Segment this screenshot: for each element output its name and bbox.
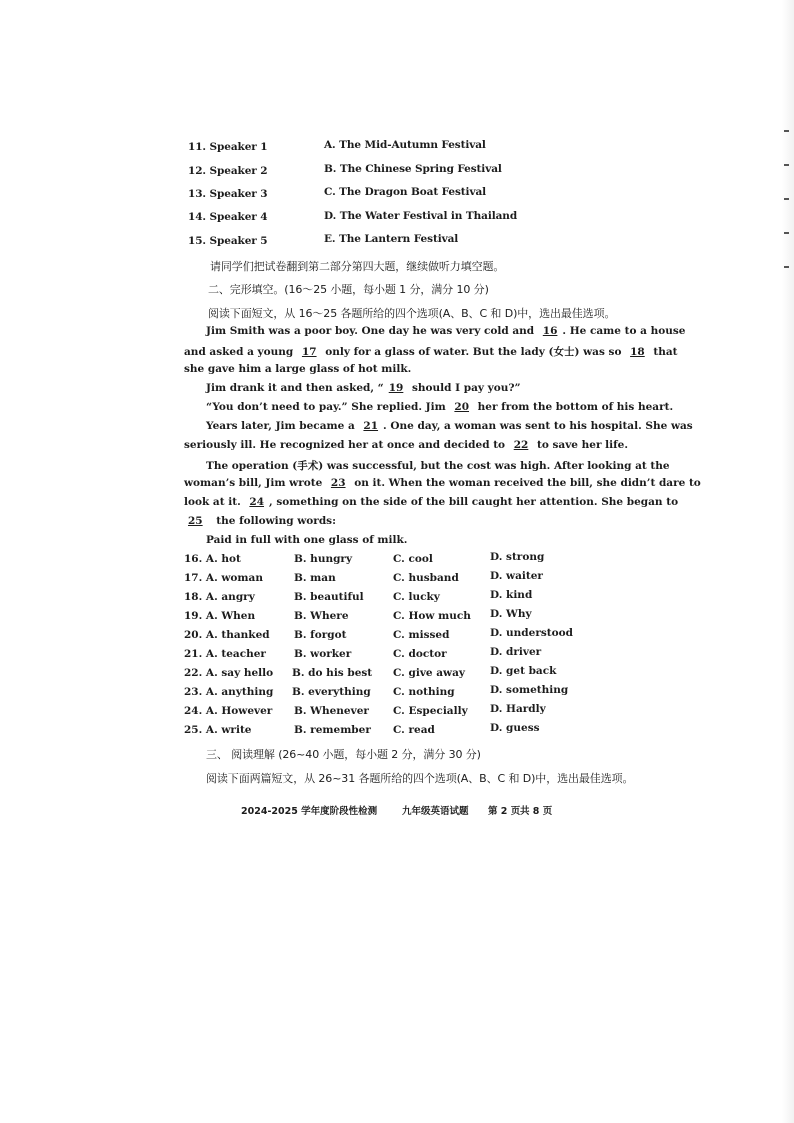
option-c[interactable]: C. nothing — [393, 686, 455, 698]
option-a[interactable]: 23. A. anything — [184, 686, 274, 698]
option-c[interactable]: C. How much — [393, 610, 471, 622]
option-a[interactable]: 16. A. hot — [184, 553, 241, 565]
blank-18[interactable]: 18 — [630, 346, 645, 358]
passage-line: 25 the following words: — [184, 515, 608, 527]
matching-answer: E. The Lantern Festival — [324, 233, 459, 245]
option-d[interactable]: D. something — [490, 684, 569, 696]
option-a[interactable]: 21. A. teacher — [184, 648, 266, 660]
option-a[interactable]: 18. A. angry — [184, 591, 255, 603]
option-b[interactable]: B. man — [294, 572, 336, 584]
footer-total: 共 8 页 — [520, 806, 553, 817]
option-b[interactable]: B. forgot — [294, 629, 347, 641]
footer-subject: 九年级英语试题 — [402, 806, 469, 817]
option-b[interactable]: B. Where — [294, 610, 349, 622]
passage-line: look at it. 24 , something on the side of the bill caught her attention. She began to — [184, 496, 679, 508]
instruction-turn-page: 请同学们把试卷翻到第二部分第四大题，继续做听力填空题。 — [210, 260, 505, 273]
passage-line: seriously ill. He recognized her at once and decided to 22 to save her life. — [184, 439, 628, 451]
option-d[interactable]: D. Hardly — [490, 703, 546, 715]
passage-line: and asked a young 17 only for a glass of water. But the lady (女士) was so 18 that — [184, 346, 678, 358]
passage-line: Jim Smith was a poor boy. One day he was very cold and 16 . He came to a house — [206, 325, 686, 337]
matching-question: 12. Speaker 2 — [188, 165, 268, 177]
passage-line: Years later, Jim became a 21 . One day, a woman was sent to his hospital. She was — [206, 420, 693, 432]
option-b[interactable]: B. do his best — [292, 667, 373, 679]
option-d[interactable]: D. get back — [490, 665, 557, 677]
footer-exam: 2024-2025 学年度阶段性检测 — [241, 806, 378, 817]
matching-answer: C. The Dragon Boat Festival — [324, 186, 487, 198]
option-a[interactable]: 24. A. However — [184, 705, 273, 717]
reading-heading: 三、 阅读理解 (26~40 小题，每小题 2 分，满分 30 分) — [206, 748, 481, 761]
matching-question: 11. Speaker 1 — [188, 141, 268, 153]
passage-line: she gave him a large glass of hot milk. — [184, 363, 412, 375]
option-c[interactable]: C. husband — [393, 572, 459, 584]
passage-line: The operation (手术) was successful, but the cost was high. After looking at the — [206, 460, 670, 472]
matching-question: 13. Speaker 3 — [188, 188, 268, 200]
option-d[interactable]: D. strong — [490, 551, 545, 563]
option-d[interactable]: D. kind — [490, 589, 533, 601]
footer-page: 第 2 页 — [488, 806, 521, 817]
reading-direction: 阅读下面两篇短文，从 26~31 各题所给的四个选项(A、B、C 和 D)中，选出最佳选项。 — [206, 772, 634, 785]
passage-line: woman’s bill, Jim wrote 23 on it. When the woman received the bill, she didn’t dare to — [184, 477, 701, 489]
option-d[interactable]: D. understood — [490, 627, 573, 639]
option-c[interactable]: C. read — [393, 724, 435, 736]
matching-answer: A. The Mid-Autumn Festival — [324, 139, 486, 151]
option-d[interactable]: D. guess — [490, 722, 540, 734]
blank-21[interactable]: 21 — [363, 420, 379, 432]
option-c[interactable]: C. missed — [393, 629, 450, 641]
matching-question: 15. Speaker 5 — [188, 235, 268, 247]
blank-19[interactable]: 19 — [388, 382, 404, 394]
option-a[interactable]: 20. A. thanked — [184, 629, 270, 641]
option-b[interactable]: B. remember — [294, 724, 371, 736]
matching-answer: D. The Water Festival in Thailand — [324, 210, 518, 222]
option-b[interactable]: B. worker — [294, 648, 352, 660]
passage-line: Jim drank it and then asked, “ 19 should I pay you?” — [206, 382, 521, 394]
option-c[interactable]: C. Especially — [393, 705, 468, 717]
option-b[interactable]: B. hungry — [294, 553, 353, 565]
blank-24[interactable]: 24 — [249, 496, 265, 508]
matching-question: 14. Speaker 4 — [188, 211, 268, 223]
option-d[interactable]: D. driver — [490, 646, 542, 658]
option-a[interactable]: 22. A. say hello — [184, 667, 274, 679]
cloze-heading: 二、完形填空。(16～25 小题，每小题 1 分，满分 10 分) — [208, 283, 489, 296]
option-b[interactable]: B. beautiful — [294, 591, 364, 603]
blank-25[interactable]: 25 — [188, 515, 203, 527]
blank-22[interactable]: 22 — [513, 439, 529, 451]
option-a[interactable]: 19. A. When — [184, 610, 256, 622]
option-c[interactable]: C. lucky — [393, 591, 440, 603]
option-c[interactable]: C. give away — [393, 667, 465, 679]
option-b[interactable]: B. everything — [292, 686, 371, 698]
option-d[interactable]: D. waiter — [490, 570, 543, 582]
blank-17[interactable]: 17 — [301, 346, 317, 358]
option-a[interactable]: 25. A. write — [184, 724, 252, 736]
scan-edge-marks — [784, 130, 790, 300]
cloze-direction: 阅读下面短文，从 16～25 各题所给的四个选项(A、B、C 和 D)中，选出最佳选项。 — [208, 307, 616, 320]
passage-line: “You don’t need to pay.” She replied. Jim 20 her from the bottom of his heart. — [206, 401, 674, 413]
blank-20[interactable]: 20 — [454, 401, 470, 413]
option-c[interactable]: C. doctor — [393, 648, 447, 660]
option-b[interactable]: B. Whenever — [294, 705, 369, 717]
option-c[interactable]: C. cool — [393, 553, 433, 565]
matching-answer: B. The Chinese Spring Festival — [324, 163, 502, 175]
option-d[interactable]: D. Why — [490, 608, 532, 620]
passage-line: Paid in full with one glass of milk. — [206, 534, 408, 546]
blank-23[interactable]: 23 — [330, 477, 346, 489]
option-a[interactable]: 17. A. woman — [184, 572, 263, 584]
blank-16[interactable]: 16 — [542, 325, 558, 337]
